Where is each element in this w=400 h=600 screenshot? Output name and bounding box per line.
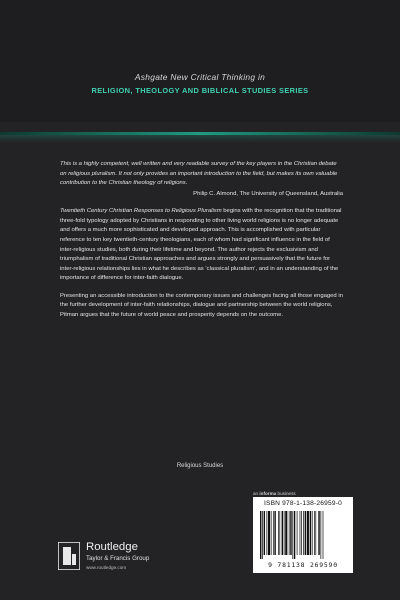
informa-suffix: business [276, 491, 296, 496]
accent-rule [0, 132, 400, 135]
publisher-name: Routledge [86, 541, 138, 553]
series-line1: Ashgate New Critical Thinking in [134, 72, 266, 82]
informa-brand: informa [259, 491, 277, 496]
back-cover-text [60, 160, 343, 320]
publisher-group: Taylor & Francis Group [86, 555, 150, 562]
review-attribution: Philip C. Almond, The University of Queensland, Australia [193, 190, 343, 197]
informa-tagline [253, 491, 296, 496]
publisher-url: www.routledge.com [86, 565, 127, 570]
review-quote: This is a highly competent, well written and very readable survey of the key players in the Christian debate on religious pluralism. It not only provides an important introduction to the field, but makes its own valuable contribution to the Christian theology of religions. [60, 161, 338, 187]
description-paragraph-1-body: begins with the recognition that the traditional three-fold typology adopted by Christians in responding to other living world religions is no longer adequate and offers a much more sophisticated and developed approach. This is accomplished with particular reference to ten key twentieth-century theologians, each of whom had significant influence in the field of inter-religious studies, both during their lifetime and beyond. The author rejects the exclusivism and triumphalism of traditional Christian approaches and argues strongly and persuasively that the future for inter-religious relationships lies in what he describes as ‘classical pluralism’, and in an understanding of the importance of difference for inter-faith dialogue. [60, 208, 342, 282]
informa-prefix: an [253, 491, 260, 496]
description-paragraph-2: Presenting an accessible introduction to the contemporary issues and challenges facing all those engaged in the further development of inter-faith relationships, dialogue and partnership between the world religions, Pitman argues that the future of world peace and prosperity depends on the outcome. [60, 292, 343, 318]
isbn-digits: 9 781138 269590 [268, 561, 338, 569]
series-header [0, 0, 400, 122]
routledge-logo-icon [58, 542, 80, 570]
series-line2: RELIGION, THEOLOGY AND BIBLICAL STUDIES SERIES [91, 86, 309, 95]
isbn-barcode [253, 497, 353, 573]
barcode-bars [260, 511, 346, 559]
isbn-label: ISBN 978-1-138-26959-0 [263, 500, 343, 507]
subject-category: Religious Studies [176, 463, 224, 469]
description-paragraph-1 [60, 207, 343, 284]
book-title: Twentieth Century Christian Responses to Religious Pluralism [60, 208, 222, 215]
